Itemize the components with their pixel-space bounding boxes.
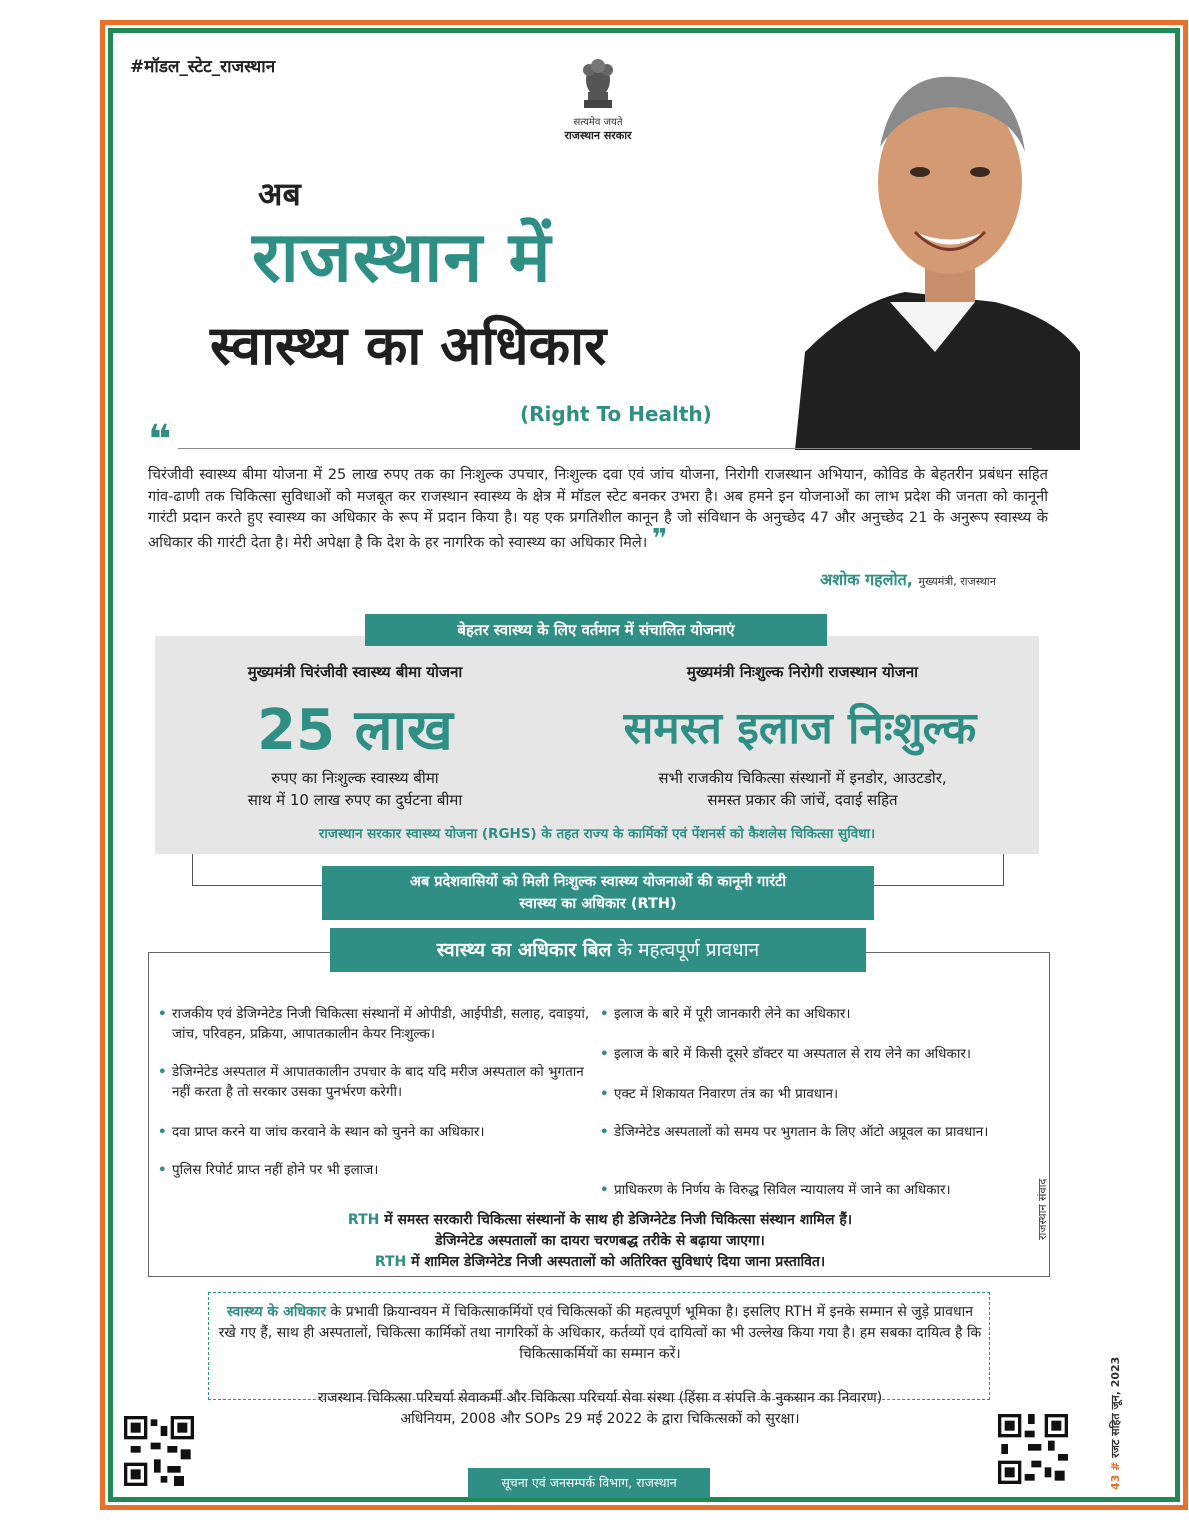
act-note — [215, 1388, 985, 1430]
list-item: • पुलिस रिपोर्ट प्राप्त नहीं होने पर भी इलाज। — [158, 1160, 378, 1180]
scheme-right-desc1: सभी राजकीय चिकित्सा संस्थानों में इनडोर, आउटडोर, — [658, 769, 947, 787]
list-item: • इलाज के बारे में पूरी जानकारी लेने का अधिकार। — [600, 1004, 851, 1024]
issue-text: रजट सहित जून, 2023 — [1109, 1356, 1122, 1462]
doctors-tag: स्वास्थ्य के अधिकार — [227, 1304, 327, 1320]
guarantee-line2: स्वास्थ्य का अधिकार (RTH) — [519, 896, 677, 912]
side-issue — [1108, 1290, 1123, 1490]
act-line1: राजस्थान चिकित्सा परिचर्या सेवाकर्मी और चिकित्सा परिचर्या सेवा संस्था (हिंसा व संपत्ति के नुकसान का निवारण) — [317, 1390, 883, 1406]
side-credit: राजस्थान संवाद — [1036, 1178, 1049, 1240]
rth-note-1 — [150, 1210, 1050, 1231]
scheme-right-headline: समस्त इलाज निःशुल्क — [623, 703, 977, 754]
footer-department: सूचना एवं जनसम्पर्क विभाग, राजस्थान — [468, 1468, 710, 1498]
headline-prefix: अब — [258, 175, 301, 213]
scheme-left-title: मुख्यमंत्री चिरंजीवी स्वास्थ्य बीमा योजना — [247, 663, 463, 681]
rth-notes — [150, 1210, 1050, 1273]
rth-note-3 — [150, 1252, 1050, 1273]
issue-tag: 43 # — [1109, 1461, 1122, 1490]
state-emblem-icon — [578, 56, 618, 110]
quote-designation: मुख्यमंत्री, राजस्थान — [918, 575, 996, 588]
rth-tag: RTH — [374, 1254, 407, 1270]
scheme-right-desc2: समस्त प्रकार की जांचें, दवाई सहित — [707, 791, 898, 809]
emblem-motto: सत्यमेव जयते — [573, 117, 623, 128]
doctors-body: के प्रभावी क्रियान्वयन में चिकित्साकर्मियों एवं चिकित्सकों की महत्वपूर्ण भूमिका है। इसलिए RTH में इनके सम्मान से जुड़े प्रावधान रखे गए हैं, साथ ही अस्पतालों, चिकित्सा कार्मिकों तथा नागरिकों के अधिकार, कर्तव्यों एवं दायित्वों का भी उल्लेख किया गया है। हम सबका दायित्व है कि चिकित्साकर्मियों का सम्मान करें। — [218, 1304, 982, 1362]
schemes-band: बेहतर स्वास्थ्य के लिए वर्तमान में संचालित योजनाएं — [365, 614, 827, 646]
rth-note-1-text: में समस्त सरकारी चिकित्सा संस्थानों के साथ ही डेजिग्नेटेड निजी चिकित्सा संस्थान शामिल हैं। — [379, 1212, 853, 1228]
cm-quote — [148, 464, 1048, 553]
quote-close-icon: ❞ — [651, 523, 668, 554]
rghs-note: राजस्थान सरकार स्वास्थ्य योजना (RGHS) के तहत राज्य के कार्मिकों एवं पेंशनर्स को कैशलेस चिकित्सा सुविधा। — [318, 826, 876, 842]
scheme-right-title: मुख्यमंत्री निःशुल्क निरोगी राजस्थान योजना — [686, 663, 919, 681]
list-item: • एक्ट में शिकायत निवारण तंत्र का भी प्रावधान। — [600, 1084, 838, 1104]
chief-minister-photo — [795, 52, 1080, 450]
list-item: • दवा प्राप्त करने या जांच करवाने के स्थान को चुनने का अधिकार। — [158, 1122, 484, 1142]
hashtag: #मॉडल_स्टेट_राजस्थान — [130, 57, 276, 77]
doctors-text — [218, 1302, 982, 1365]
qr-code-icon[interactable] — [998, 1414, 1068, 1484]
list-item: • इलाज के बारे में किसी दूसरे डॉक्टर या अस्पताल से राय लेने का अधिकार। — [600, 1044, 971, 1064]
government-name: राजस्थान सरकार — [564, 129, 632, 142]
act-line2: अधिनियम, 2008 और SOPs 29 मई 2022 के द्वारा चिकित्सकों को सुरक्षा। — [400, 1411, 800, 1427]
rth-tag: RTH — [347, 1212, 380, 1228]
rth-note-2: डेजिग्नेटेड अस्पतालों का दायरा चरणबद्ध तरीके से बढ़ाया जाएगा। — [435, 1233, 765, 1249]
provisions-right-list — [600, 1004, 1040, 1204]
headline-line1: राजस्थान में — [252, 216, 552, 298]
cm-quote-text: चिरंजीवी स्वास्थ्य बीमा योजना में 25 लाख रुपए तक का निःशुल्क उपचार, निःशुल्क दवा एवं जांच योजना, निरोगी राजस्थान अभियान, कोविड के बेहतरीन प्रबंधन सहित गांव-ढाणी तक चिकित्सा सुविधाओं को मजबूत कर राजस्थान स्वास्थ्य के क्षेत्र में मॉडल स्टेट बनकर उभरा है। अब हमने इन योजनाओं का लाभ प्रदेश की जनता को कानूनी गारंटी प्रदान करते हुए स्वास्थ्य का अधिकार के रूप में प्रदान किया है। यह एक प्रगतिशील कानून है जो संविधान के अनुच्छेद 47 और अनुच्छेद 21 के अनुरूप स्वास्थ्य के अधिकार की गारंटी देता है। मेरी अपेक्षा है कि देश के हर नागरिक को स्वास्थ्य का अधिकार मिले। — [148, 466, 1048, 551]
guarantee-line1: अब प्रदेशवासियों को मिली निःशुल्क स्वास्थ्य योजनाओं की कानूनी गारंटी — [409, 874, 787, 890]
list-item: • डेजिग्नेटेड अस्पतालों को समय पर भुगतान के लिए ऑटो अप्रूवल का प्रावधान। — [600, 1122, 988, 1142]
qr-code-icon[interactable] — [124, 1416, 194, 1486]
list-item: • प्राधिकरण के निर्णय के विरुद्ध सिविल न्यायालय में जाने का अधिकार। — [600, 1180, 951, 1200]
provisions-band — [330, 928, 866, 972]
scheme-left-desc2: साथ में 10 लाख रुपए का दुर्घटना बीमा — [247, 791, 463, 809]
quote-author: अशोक गहलोत, — [820, 570, 913, 589]
quote-signature — [820, 568, 996, 590]
guarantee-band — [322, 866, 874, 920]
quote-open-icon: ❝ — [148, 417, 172, 463]
scheme-left-desc1: रुपए का निःशुल्क स्वास्थ्य बीमा — [271, 769, 439, 787]
list-item: • राजकीय एवं डेजिग्नेटेड निजी चिकित्सा संस्थानों में ओपीडी, आईपीडी, सलाह, दवाइयां, जांच, परिवहन, प्रक्रिया, आपातकालीन केयर निःशुल्क। — [158, 1004, 590, 1044]
list-item: • डेजिग्नेटेड अस्पताल में आपातकालीन उपचार के बाद यदि मरीज अस्पताल को भुगतान नहीं करता है तो सरकार उसका पुनर्भरण करेगी। — [158, 1062, 590, 1102]
headline-english: (Right To Health) — [520, 402, 712, 426]
rth-note-3-text: में शामिल डेजिग्नेटेड निजी अस्पतालों को अतिरिक्त सुविधाएं दिया जाना प्रस्तावित। — [406, 1254, 826, 1270]
provisions-band-bold: स्वास्थ्य का अधिकार बिल — [436, 939, 612, 961]
quote-divider — [178, 448, 1032, 449]
provisions-left-list — [158, 1004, 590, 1204]
provisions-band-rest: के महत्वपूर्ण प्रावधान — [611, 939, 760, 961]
scheme-left-amount: 25 लाख — [257, 698, 453, 763]
headline-line2: स्वास्थ्य का अधिकार — [210, 314, 607, 377]
